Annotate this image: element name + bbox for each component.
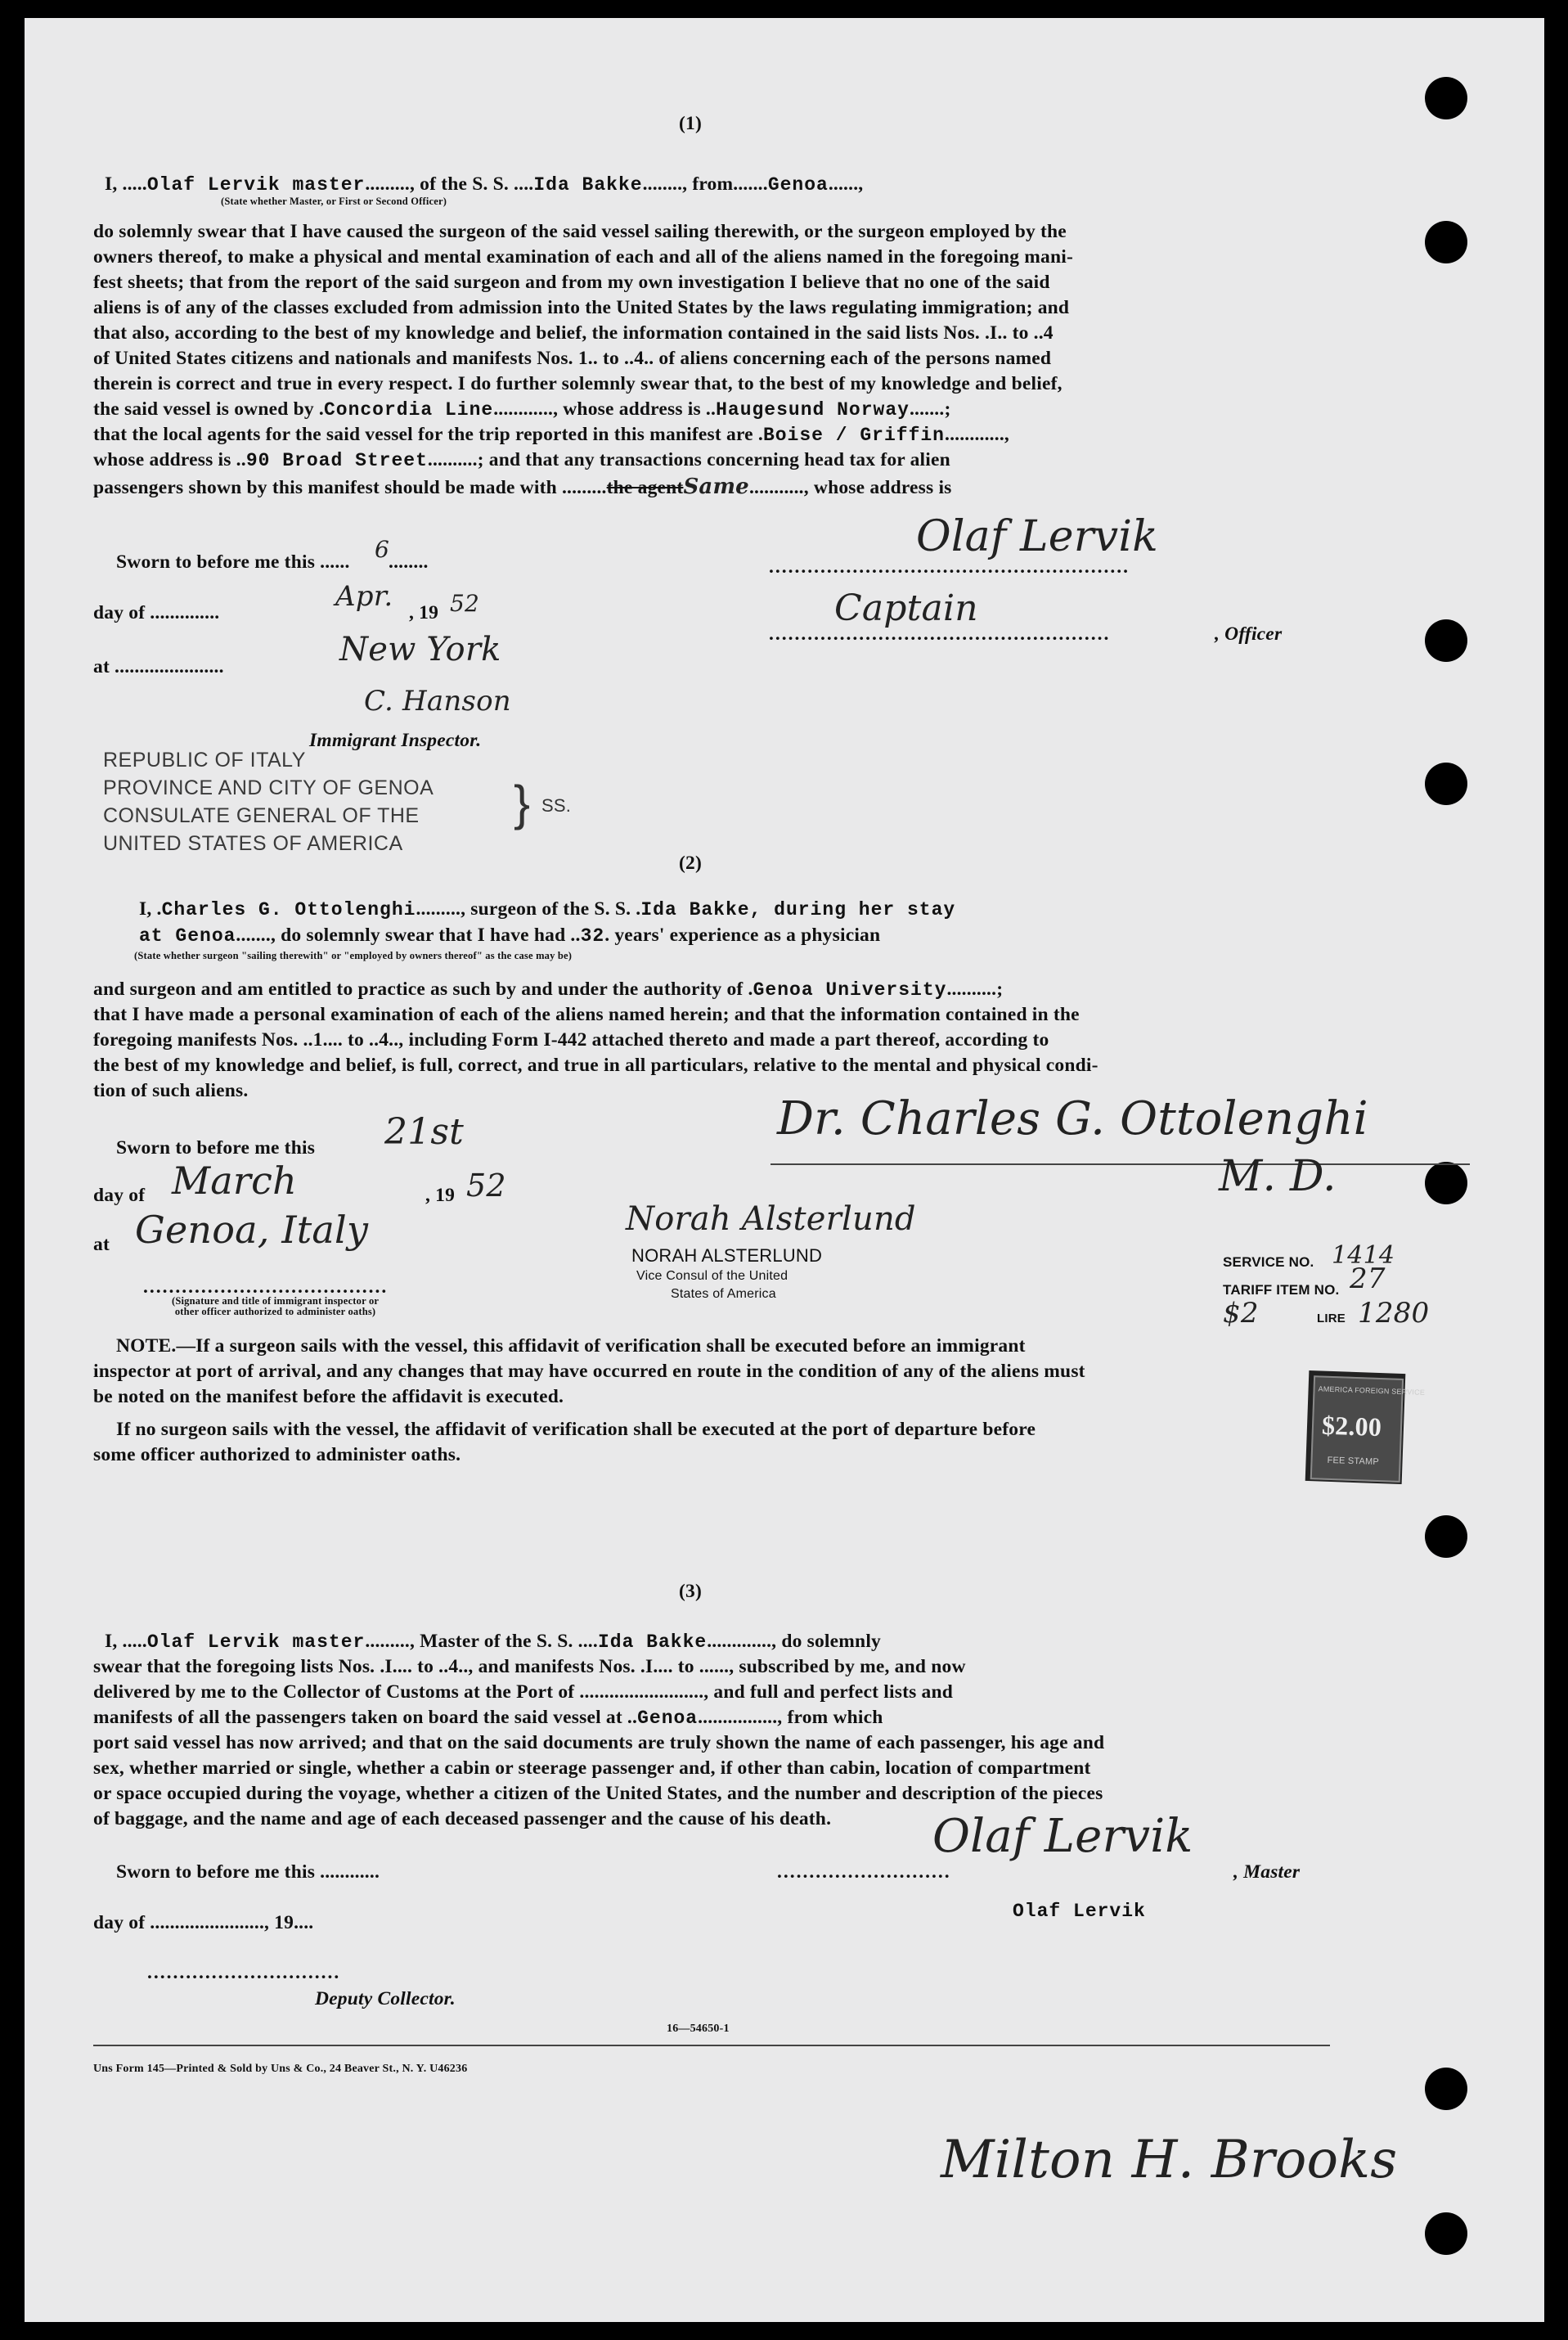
field-caption: (State whether surgeon "sailing therewith" or "employed by owners thereof" as the case may be) xyxy=(134,950,573,961)
vessel-owner: Concordia Line xyxy=(323,399,494,421)
fee-stamp-value: $2.00 xyxy=(1321,1410,1382,1442)
day-of-label: day of ......................., 19.... xyxy=(93,1912,314,1933)
lire-label: LIRE xyxy=(1317,1312,1346,1325)
owner-line: the said vessel is owned by .Concordia Line............, whose address is ..Haugesund Norway.......; xyxy=(93,398,951,421)
oath-line-master-3: I, .....Olaf Lervik master........., Master of the S. S. ....Ida Bakke............., do solemnly xyxy=(105,1631,882,1653)
printer-imprint: Uns Form 145—Printed & Sold by Uns & Co., 24 Beaver St., N. Y. U46236 xyxy=(93,2063,468,2075)
agent-address: 90 Broad Street xyxy=(245,450,428,471)
punch-hole xyxy=(1425,1162,1467,1204)
owner-address: Haugesund Norway xyxy=(716,399,910,421)
at-label: at ...................... xyxy=(93,656,224,677)
month-handwritten: Apr. xyxy=(335,580,393,613)
master-typed-name: Olaf Lervik xyxy=(1013,1901,1146,1922)
tariff-item-label: TARIFF ITEM NO. xyxy=(1223,1282,1340,1298)
sworn-label: Sworn to before me this xyxy=(116,1137,316,1159)
master-label: , Master xyxy=(1233,1861,1301,1883)
year-handwritten: 52 xyxy=(450,590,480,617)
local-agents: Boise / Griffin xyxy=(762,425,945,446)
authority: Genoa University xyxy=(753,979,947,1001)
surgeon-ship-cont: at Genoa xyxy=(139,925,236,947)
head-tax-line: passengers shown by this manifest should be made with .........the agentSame..........., whose address is xyxy=(93,475,952,499)
agent-address-line: whose address is ..90 Broad Street..........; and that any transactions concerning head tax for alien xyxy=(93,449,950,471)
punch-hole xyxy=(1425,77,1467,119)
ship-name: Ida Bakke xyxy=(597,1631,708,1653)
punch-hole xyxy=(1425,221,1467,263)
departure-port: Genoa xyxy=(767,174,829,196)
section-number: (1) xyxy=(679,113,703,134)
punch-hole xyxy=(1425,1515,1467,1558)
service-number: 1414 xyxy=(1332,1241,1395,1270)
section-number: (2) xyxy=(679,853,703,874)
inspector-signature: C. Hanson xyxy=(364,685,511,718)
form-code: 16—54650-1 xyxy=(667,2023,730,2035)
surgeon-md: M. D. xyxy=(1219,1152,1337,1201)
master-name: Olaf Lervik master xyxy=(146,1631,366,1653)
month-handwritten: March xyxy=(172,1159,297,1203)
oath-line-master: I, .....Olaf Lervik master........., of the S. S. ....Ida Bakke........, from.......Genoa......, xyxy=(105,173,864,196)
vice-consul-name: NORAH ALSTERLUND xyxy=(631,1245,823,1266)
oath-line-surgeon: I, .Charles G. Ottolenghi........., surgeon of the S. S. .Ida Bakke, during her stay xyxy=(139,898,956,920)
officer-label: , Officer xyxy=(1215,623,1283,645)
fee-stamp: AMERICA FOREIGN SERVICE $2.00 FEE STAMP xyxy=(1305,1370,1406,1484)
punch-hole xyxy=(1425,2212,1467,2255)
sworn-label: Sworn to before me this ............ xyxy=(116,1861,380,1883)
officer-signature: Olaf Lervik xyxy=(916,512,1158,561)
vice-consul-title: Vice Consul of the United xyxy=(636,1269,788,1283)
authority-line: and surgeon and am entitled to practice as such by and under the authority of .Genoa University..........; xyxy=(93,979,1004,1001)
struck-text: the agent xyxy=(606,477,684,498)
port-of-departure: Genoa xyxy=(637,1708,699,1729)
punch-hole xyxy=(1425,2068,1467,2110)
day-of-label: day of .............. xyxy=(93,602,220,623)
punch-hole xyxy=(1425,619,1467,662)
fee-dollars: $2 xyxy=(1223,1297,1259,1330)
sworn-label: Sworn to before me this ...... xyxy=(116,551,350,573)
signature-caption: (Signature and title of immigrant inspector or other officer authorized to administer oaths) xyxy=(172,1295,380,1317)
consulate-stamp: REPUBLIC OF ITALY PROVINCE AND CITY OF GENOA CONSULATE GENERAL OF THE UNITED STATES OF AMERICA xyxy=(103,749,434,855)
day-of-label: day of xyxy=(93,1185,146,1206)
sworn-day-handwritten: 21st xyxy=(384,1111,465,1153)
ship-name: Ida Bakke xyxy=(533,174,643,196)
agents-line: that the local agents for the said vessel for the trip reported in this manifest are .Boise / Griffin............, xyxy=(93,424,1009,446)
fee-lire: 1280 xyxy=(1358,1297,1430,1330)
surgeon-name: Charles G. Ottolenghi xyxy=(161,899,416,920)
manifest-affidavit-page: (1) I, .....Olaf Lervik master........., of the S. S. ....Ida Bakke........, from.......Genoa......, (State whether Master, or First or Second Officer) do solemnly swear that I have caused the surgeon of the said vessel sailing therewith, or the surgeon employed by the owners thereof, to make a physical and mental examination of each and all of the aliens named in the foregoing mani- fest sheets; that from the report of the said surgeon and from my own investigation I believe that no one of the said aliens is of any of the classes excluded from admission into the United States by the laws regulating immigration; and that also, according to the best of my knowledge and belief, the information contained in the said lists Nos. .I.. to ..4 of United States citizens and nationals and manifests Nos. 1.. to ..4.. of aliens concerning each of the persons named therein is correct and true in every respect. I do further solemnly swear that, to the best of my knowledge and belief, the said vessel is owned by .Concordia Line............, whose address is ..Haugesund Norway.......; that the local agents for the said vessel for the trip reported in this manifest are .Boise / Griffin............, whose address is ..90 Broad Street..........; and that any transactions concerning head tax for alien passengers shown by this manifest should be made with .........the agentSame..........., whose address is Sworn to before me this ...... 6 ........ day of .............. Apr. , 19 52 at ...................... New York C. Hanson Immigrant Inspector. ........................................................ Olaf Lervik ..................................................... Captain , Officer REPUBLIC OF ITALY PROVINCE AND CITY OF GENOA CONSULATE GENERAL OF THE UNITED STATES OF AMERICA } SS. (2) I, .Charles G. Ottolenghi........., surgeon of the S. S. .Ida Bakke, during her stay at Genoa......., do solemnly swear that I have had ..32. years' experience as a physician (State whether surgeon "sailing therewith" or "employed by owners thereof" as the case may be) and surgeon and am entitled to practice as such by and under the authority of .Genoa University..........; that I have made a personal examination of each of the aliens named herein; and that the information contained in the foregoing manifests Nos. ..1.... to ..4.., including Form I-442 attached thereto and made a part thereof, according to the best of my knowledge and belief, is full, correct, and true in all particulars, relative to the mental and physical condi- tion of such aliens. Sworn to before me this 21st day of March , 19 52 at Genoa, Italy ...................................... (Signature and title of immigrant inspector or other officer authorized to administer oaths) Norah Alsterlund NORAH ALSTERLUND Vice Consul of the United States of America Dr. Charles G. Ottolenghi M. D. SERVICE NO. 1414 TARIFF ITEM NO. 27 $2 LIRE 1280 NOTE.—If a surgeon sails with the vessel, this affidavit of verification shall be executed before an immigrant inspector at port of arrival, and any changes that may have occurred en route in the condition of any of the aliens must be noted on the manifest before the affidavit is executed. If no surgeon sails with the vessel, the affidavit of verification shall be executed at the port of departure before some officer authorized to administer oaths. AMERICA FOREIGN SERVICE $2.00 FEE STAMP (3) I, .....Olaf Lervik master........., Master of the S. S. ....Ida Bakke............., do solemnly swear that the foregoing lists Nos. .I.... to ..4.., and manifests Nos. .I.... to ......, subscribed by me, and now delivered by me to the Collector of Customs at the Port of ........................., and full and perfect lists and manifests of all the passengers taken on board the said vessel at ..Genoa................, from which port said vessel has now arrived; and that on the said documents are truly shown the name of each passenger, his age and sex, whether married or single, whether a cabin or steerage passenger and, if other than cabin, location of compartment or space occupied during the voyage, whether a citizen of the United States, and the number and description of the pieces of baggage, and the name and age of each deceased passenger and the cause of his death. Sworn to before me this ............ day of ......................., 19.... .............................. Deputy Collector. ........................... Olaf Lervik , Master Olaf Lervik 16—54650-1 Uns Form 145—Printed & Sold by Uns & Co., 24 Beaver St., N. Y. U46236 Milton H. Brooks xyxy=(25,18,1544,2322)
sworn-day-handwritten: 6 xyxy=(375,536,390,563)
master-signature: Olaf Lervik xyxy=(932,1810,1193,1863)
handwritten-same: Same xyxy=(683,475,749,499)
place-handwritten: New York xyxy=(339,631,501,668)
service-number-label: SERVICE NO. xyxy=(1223,1254,1314,1270)
place-handwritten: Genoa, Italy xyxy=(135,1208,369,1252)
ss-mark: SS. xyxy=(541,795,572,816)
years-experience: 32 xyxy=(580,925,605,947)
master-name: Olaf Lervik master xyxy=(146,174,366,196)
vice-consul-signature: Norah Alsterlund xyxy=(626,1200,916,1238)
surgeon-ship: Ida Bakke, during her stay xyxy=(640,899,956,920)
year-handwritten: 52 xyxy=(466,1168,506,1204)
tariff-item: 27 xyxy=(1350,1262,1386,1295)
deputy-collector-label: Deputy Collector. xyxy=(315,1988,456,2009)
bottom-signature: Milton H. Brooks xyxy=(941,2130,1398,2190)
punch-hole xyxy=(1425,763,1467,805)
at-label: at xyxy=(93,1234,110,1255)
immigrant-inspector-label: Immigrant Inspector. xyxy=(309,730,482,751)
officer-title-handwritten: Captain xyxy=(834,587,978,629)
surgeon-signature: Dr. Charles G. Ottolenghi xyxy=(777,1092,1368,1145)
section-number: (3) xyxy=(679,1581,703,1602)
field-caption: (State whether Master, or First or Second Officer) xyxy=(221,196,447,207)
